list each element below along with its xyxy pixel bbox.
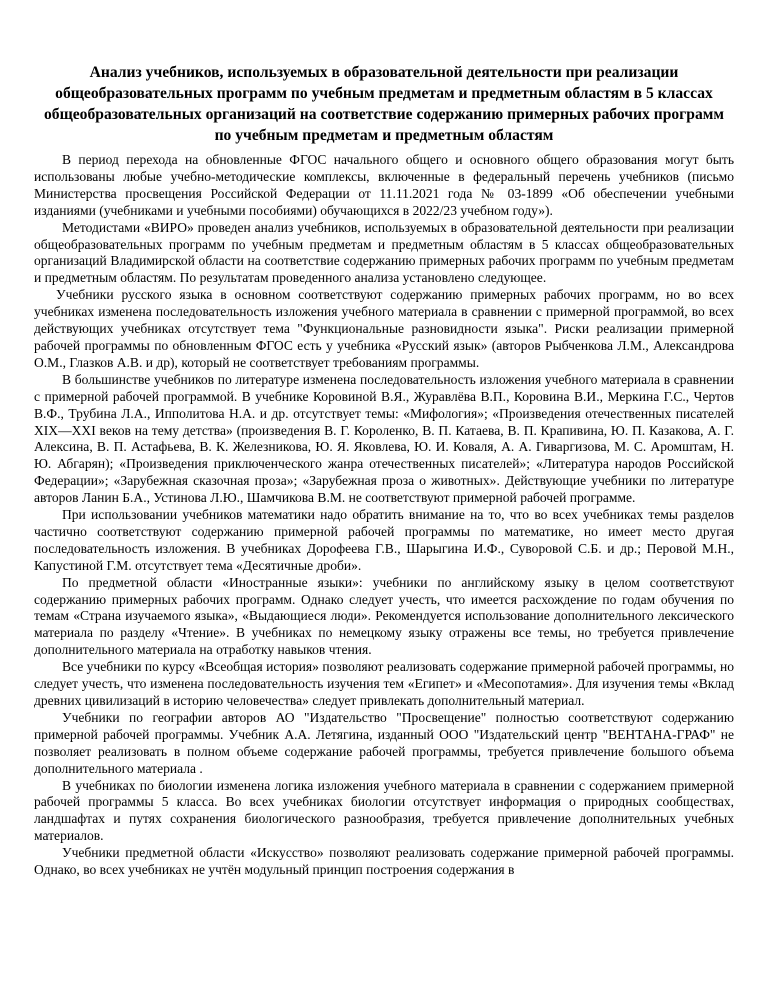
paragraph-literature: В большинстве учебников по литературе изменена последовательность изложения учебного материала в сравнении с примерной рабочей программой. В учебнике Коровиной В.Я., Журавлёва В.П., Коровина В.И., Меркина Г.С., Чертов В.Ф., Трубина Л.А., Ипполитова Н.А. и др. отсутствует темы: «Мифология»; «Произведения отечественных писателей XIX—XXI веков на тему детства» (произведения В. Г. Короленко, В. П. Катаева, В. П. Крапивина, Ю. П. Казакова, А. Г. Алексина, В. П. Астафьева, В. К. Железникова, Ю. Я. Яковлева, Ю. И. Коваля, А. А. Гиваргизова, М. С. Аромштам, Н. Ю. Абгарян); «Произведения приключенческого жанра отечественных писателей»; «Литература народов Российской Федерации»; «Зарубежная сказочная проза»; «Зарубежная проза о животных». Действующие учебники по литературе авторов Ланин Б.А., Устинова Л.Ю., Шамчикова В.М. не соответствуют примерной рабочей программе. [34, 371, 734, 506]
paragraph-transition-period: В период перехода на обновленные ФГОС начального общего и основного общего образования могут быть использованы любые учебно-методические комплексы, включенные в федеральный перечень учебников (письмо Министерства просвещения Российской Федерации от 11.11.2021 года № 03-1899 «Об обеспечении учебными изданиями (учебниками и учебными пособиями) обучающихся в 2022/23 учебном году»). [34, 152, 734, 218]
paragraph-geography: Учебники по географии авторов АО "Издательство "Просвещение" полностью соответствуют содержанию примерной рабочей программы. Учебник А.А. Летягина, изданный ООО "Издательский центр "ВЕНТАНА-ГРАФ" не позволяет реализовать в полном объеме содержание рабочей программы, требуется привлечение большого объема дополнительного материала . [34, 709, 734, 776]
paragraph-art: Учебники предметной области «Искусство» позволяют реализовать содержание примерной рабочей программы. Однако, во всех учебниках не учтён модульный принцип построения содержания в [34, 845, 734, 878]
paragraph-biology: В учебниках по биологии изменена логика изложения учебного материала в сравнении с содержанием примерной рабочей программы 5 класса. Во всех учебниках биологии отсутствует информация о природных сообществах, ландшафтах и путях сохранения биологического разнообразия, требуется привлечение дополнительных учебных материалов. [34, 777, 734, 844]
document-page [34, 62, 734, 879]
document-title: Анализ учебников, используемых в образовательной деятельности при реализации общеобразовательных программ по учебным предметам и предметным областям в 5 классах общеобразовательных организаций на соответствие содержанию примерных рабочих программ по учебным предметам и предметным областям [44, 64, 724, 144]
paragraph-world-history: Все учебники по курсу «Всеобщая история» позволяют реализовать содержание примерной рабочей программы, но следует учесть, что изменена последовательность изучения тем «Египет» и «Месопотамия». Для изучения темы «Вклад древних цивилизаций в историю человечества» следует привлекать дополнительный материал. [34, 659, 734, 708]
paragraph-mathematics: При использовании учебников математики надо обратить внимание на то, что во всех учебниках темы разделов частично соответствуют содержанию примерной рабочей программы по математике, но имеет место другая последовательность изложения. В учебниках Дорофеева Г.В., Шарыгина И.Ф., Суворовой С.Б. и др.; Перовой М.Н., Капустиной Г.М. отсутствует тема «Десятичные дроби». [34, 507, 734, 573]
paragraph-russian-language: Учебники русского языка в основном соответствуют содержанию примерных рабочих программ, но во всех учебниках изменена последовательность изложения учебного материала в сравнении с примерной программой, во всех действующих учебниках отсутствует тема "Функциональные разновидности языка". Риски реализации примерной рабочей программы по обновленным ФГОС есть у учебника «Русский язык» (авторов Рыбченкова Л.М., Александрова О.М., Глазков А.В. и др), который не соответствует требованиям программы. [34, 287, 734, 370]
paragraph-viro-analysis: Методистами «ВИРО» проведен анализ учебников, используемых в образовательной деятельности при реализации общеобразовательных программ по учебным предметам и предметным областям в 5 классах общеобразовательных организаций Владимирской области на соответствие содержанию примерных рабочих программ по учебным предметам и предметным областям. По результатам проведенного анализа установлено следующее. [34, 219, 734, 286]
paragraph-foreign-languages: По предметной области «Иностранные языки»: учебники по английскому языку в целом соответствуют содержанию примерных рабочих программ. Однако следует учесть, что имеется расхождение по годам обучения по темам «Страна изучаемого языка», «Выдающиеся люди». Рекомендуется использование дополнительного лексического материала по разделу «Чтение». В учебниках по немецкому языку отражены все темы, но требуется привлечение дополнительного материала на отработку навыков чтения. [34, 574, 734, 658]
